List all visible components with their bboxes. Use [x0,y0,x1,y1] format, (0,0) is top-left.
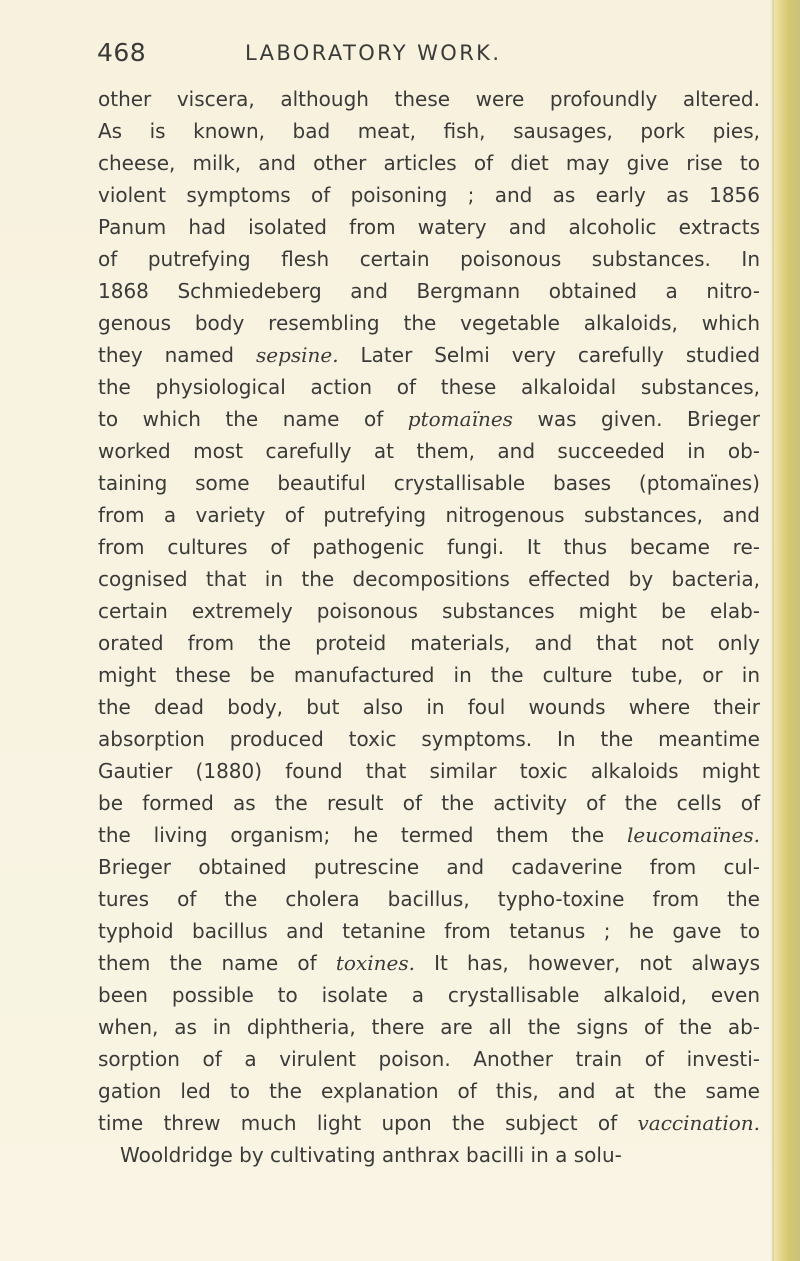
text-line: 1868 Schmiedeberg and Bergmann obtained a nitro- [98,279,760,303]
italic-term-toxines: toxines. [335,951,415,975]
text-line: might these be manufactured in the culture tube, or in [98,663,760,687]
text-segment: It has, however, not always [434,951,761,975]
text-line: Panum had isolated from watery and alcoholic extracts [98,215,760,239]
text-line: from a variety of putrefying nitrogenous substances, and [98,503,760,527]
page-edge [772,0,800,1261]
page-number: 468 [97,38,147,67]
text-line: gation led to the explanation of this, and at the same [98,1079,760,1103]
text-line [98,1107,760,1139]
text-line: taining some beautiful crystallisable bases (ptomaïnes) [98,471,760,495]
text-segment: time threw much light upon the subject of [98,1111,618,1135]
text-line: Gautier (1880) found that similar toxic alkaloids might [98,759,760,783]
text-line: absorption produced toxic symptoms. In the meantime [98,727,760,751]
italic-term-vaccination: vaccination. [637,1111,761,1135]
text-line: when, as in diphtheria, there are all the signs of the ab- [98,1015,760,1039]
italic-term-ptomaines: ptomaïnes [407,407,513,431]
text-line [98,339,760,371]
italic-term-leucomaines: leucomaïnes. [627,823,760,847]
text-line [98,819,760,851]
text-segment: the living organism; he termed them the [98,823,605,847]
italic-term-sepsine: sepsine. [255,343,339,367]
text-line: worked most carefully at them, and succeeded in ob- [98,439,760,463]
text-line: cheese, milk, and other articles of diet may give rise to [98,151,760,175]
text-segment: them the name of [98,951,317,975]
text-line: typhoid bacillus and tetanine from tetanus ; he gave to [98,919,760,943]
text-segment: was given. Brieger [537,407,761,431]
text-line: been possible to isolate a crystallisable alkaloid, even [98,983,760,1007]
text-line: tures of the cholera bacillus, typho-toxine from the [98,887,760,911]
text-line: violent symptoms of poisoning ; and as early as 1856 [98,183,760,207]
text-line: the physiological action of these alkaloidal substances, [98,375,760,399]
text-line: certain extremely poisonous substances might be elab- [98,599,760,623]
text-line: sorption of a virulent poison. Another train of investi- [98,1047,760,1071]
text-line: Brieger obtained putrescine and cadaverine from cul- [98,855,760,879]
text-line: Wooldridge by cultivating anthrax bacilli in a solu- [120,1143,622,1167]
text-line: from cultures of pathogenic fungi. It thus became re- [98,535,760,559]
body-text [98,83,760,1171]
text-segment: they named [98,343,235,367]
text-line: of putrefying flesh certain poisonous substances. In [98,247,760,271]
page-header [97,38,757,78]
text-line: other viscera, although these were profoundly altered. [98,87,760,111]
text-segment: to which the name of [98,407,384,431]
text-line: the dead body, but also in foul wounds where their [98,695,760,719]
text-line: As is known, bad meat, fish, sausages, pork pies, [98,119,760,143]
text-line: orated from the proteid materials, and that not only [98,631,760,655]
text-line: genous body resembling the vegetable alkaloids, which [98,311,760,335]
text-line: be formed as the result of the activity of the cells of [98,791,760,815]
running-head: LABORATORY WORK. [245,41,502,65]
text-line: cognised that in the decompositions effected by bacteria, [98,567,760,591]
text-line [98,403,760,435]
page-edge-shadow [770,0,774,1261]
text-line [98,947,760,979]
text-segment: Later Selmi very carefully studied [360,343,761,367]
